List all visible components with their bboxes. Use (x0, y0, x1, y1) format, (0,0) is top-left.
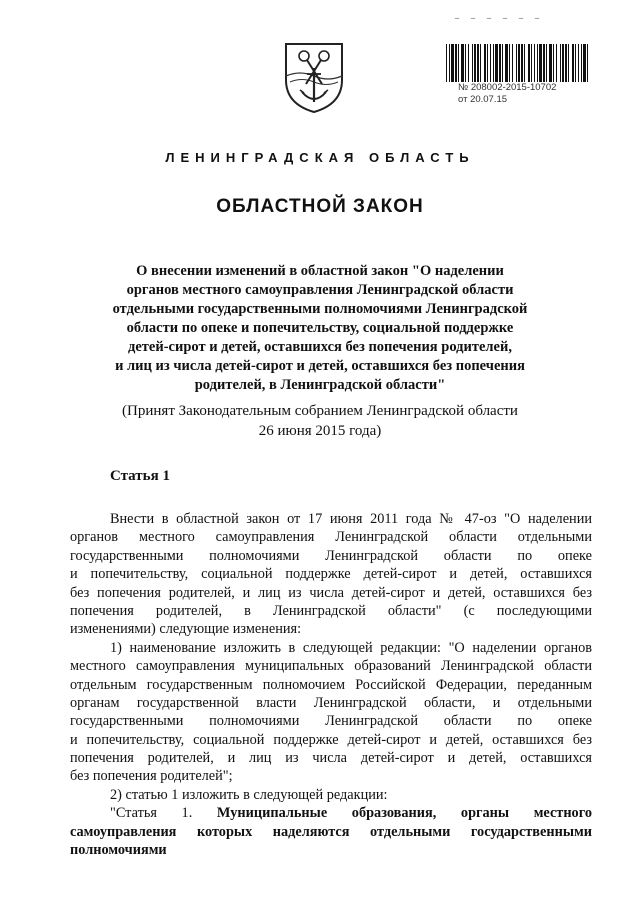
body-line: и попечительству, социальной поддержке детей-сирот и детей, оставшихся (70, 566, 592, 583)
body-line: попечения родителей, в Ленинградской области" (с последующими (70, 602, 592, 619)
top-margin-marks: – – – – – – (454, 14, 543, 25)
body-line: изменениями) следующие изменения: (70, 621, 302, 638)
quoted-article-line: полномочиями (70, 842, 167, 859)
registration-stamp (446, 44, 588, 106)
registration-date: от 20.07.15 (458, 94, 508, 105)
law-title (60, 262, 580, 395)
body-line: Внести в областной закон от 17 июня 2011 года № 47-оз "О наделении (110, 511, 592, 527)
coat-of-arms-icon (282, 40, 346, 116)
title-line: детей-сирот и детей, оставшихся без попечения родителей, (128, 339, 512, 355)
adoption-line: 26 июня 2015 года) (258, 423, 382, 439)
title-line: родителей, в Ленинградской области" (194, 377, 446, 393)
quoted-article-line (70, 804, 592, 822)
body-line: органов местного самоуправления Ленинградской области отдельными (70, 529, 592, 546)
quoted-article-line: самоуправления которых наделяются отдельными государственными (70, 823, 592, 840)
body-line: без попечения родителей, и лиц из числа детей-сирот и детей, оставшихся без (70, 584, 592, 601)
article-body (70, 510, 592, 859)
body-line: государственными полномочиями Ленинградской области по опеке (70, 713, 592, 730)
quoted-article-title: Муниципальные образования, органы местного (216, 805, 592, 822)
body-line: и попечительству, социальной поддержке детей-сирот и детей, оставшихся без (70, 731, 592, 748)
document-type: ОБЛАСТНОЙ ЗАКОН (216, 196, 424, 217)
body-line: без попечения родителей"; (70, 768, 233, 785)
title-line: органов местного самоуправления Ленинградской области (126, 282, 514, 298)
body-line: попечения родителей, и лиц из числа детей-сирот и детей, оставшихся (70, 750, 592, 767)
body-line: государственными полномочиями Ленинградской области по опеке (70, 547, 592, 564)
body-line: отдельным государственным полномочием Российской Федерации, переданным (70, 676, 592, 693)
quoted-article-prefix: "Статья 1. (110, 805, 193, 822)
body-line: местного самоуправления муниципальных образований Ленинградской области (70, 658, 592, 675)
adoption-note (60, 401, 580, 441)
title-line: О внесении изменений в областной закон "О наделении (136, 263, 504, 279)
region-name: ЛЕНИНГРАДСКАЯ ОБЛАСТЬ (165, 150, 475, 165)
article-heading: Статья 1 (110, 468, 170, 484)
title-line: отдельными государственными полномочиями Ленинградской (112, 301, 528, 317)
registration-number: № 208002-2015-10702 (458, 82, 557, 93)
body-line: 1) наименование изложить в следующей редакции: "О наделении органов (110, 639, 592, 656)
adoption-line: (Принят Законодательным собранием Ленинградской области (122, 403, 518, 419)
barcode (446, 44, 588, 82)
body-line: органам государственной власти Ленинградской области, и отдельными (70, 694, 592, 711)
title-line: и лиц из числа детей-сирот и детей, оставшихся без попечения (115, 358, 525, 374)
title-line: области по опеке и попечительству, социальной поддержке (126, 320, 514, 336)
body-line: 2) статью 1 изложить в следующей редакции: (110, 786, 388, 803)
